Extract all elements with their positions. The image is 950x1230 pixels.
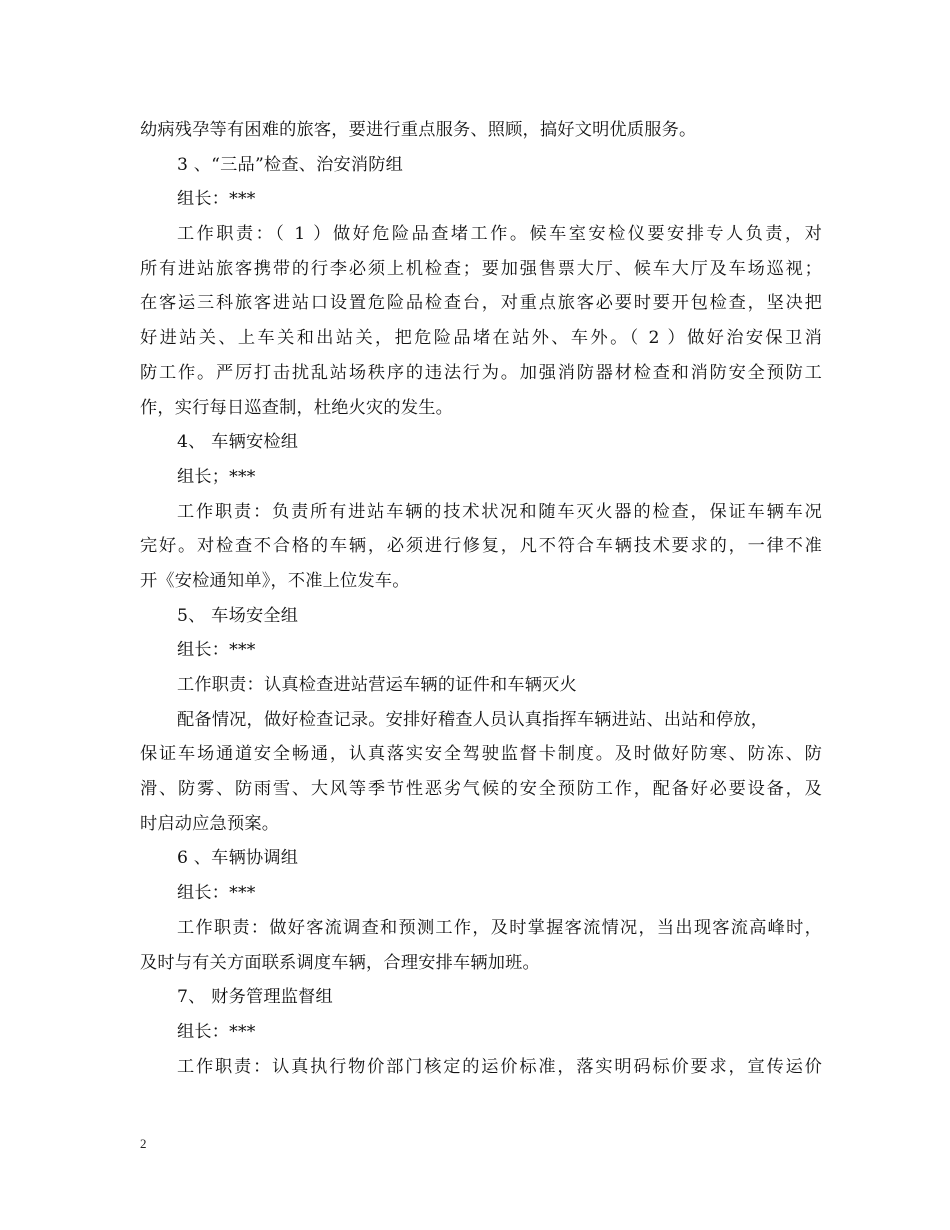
text-line: 好进站关、上车关和出站关，把危险品堵在站外、车外。（ 2 ）做好治安保卫消 [140, 328, 822, 349]
text-line: 工作职责：做好客流调查和预测工作，及时掌握客流情况，当出现客流高峰时， [177, 917, 822, 938]
group-leader-line: 组长：*** [177, 189, 256, 210]
text-line: 滑、防雾、防雨雪、大风等季节性恶劣气候的安全预防工作，配备好必要设备，及 [140, 779, 822, 800]
text-line: 及时与有关方面联系调度车辆，合理安排车辆加班。 [140, 952, 540, 973]
text-line: 开《安检通知单》，不准上位发车。 [140, 570, 410, 591]
section-heading: 6 、车辆协调组 [177, 848, 299, 869]
section-heading: 7、 财务管理监督组 [177, 987, 333, 1008]
text-line: 在客运三科旅客进站口设置危险品检查台，对重点旅客必要时要开包检查，坚决把 [140, 293, 822, 314]
text-line: 工作职责：认真执行物价部门核定的运价标准，落实明码标价要求，宣传运价 [177, 1056, 822, 1077]
section-heading: 3 、“三品”检查、治安消防组 [177, 154, 404, 175]
text-line: 所有进站旅客携带的行李必须上机检查；要加强售票大厅、候车大厅及车场巡视； [140, 258, 822, 279]
text-line: 配备情况，做好检查记录。安排好稽查人员认真指挥车辆进站、出站和停放， [177, 709, 769, 730]
group-leader-line: 组长：*** [177, 1021, 256, 1042]
page-number: 2 [140, 1136, 147, 1151]
group-leader-line: 组长：*** [177, 883, 256, 904]
group-leader-line: 组长：*** [177, 640, 256, 661]
text-line: 工作职责：认真检查进站营运车辆的证件和车辆灭火 [177, 675, 577, 695]
group-leader-line: 组长；*** [177, 466, 256, 487]
document-body [140, 113, 822, 1084]
section-heading: 4、 车辆安检组 [177, 432, 299, 453]
text-line: 幼病残孕等有困难的旅客，要进行重点服务、照顾，搞好文明优质服务。 [140, 120, 697, 140]
text-line: 工作职责：负责所有进站车辆的技术状况和随车灭火器的检查，保证车辆车况 [177, 501, 822, 522]
text-line: 保证车场通道安全畅通，认真落实安全驾驶监督卡制度。及时做好防寒、防冻、防 [140, 744, 822, 765]
text-line: 工作职责：（ 1 ）做好危险品查堵工作。候车室安检仪要安排专人负责，对 [177, 224, 822, 245]
text-line: 完好。对检查不合格的车辆，必须进行修复，凡不符合车辆技术要求的，一律不准 [140, 536, 822, 557]
section-heading: 5、 车场安全组 [177, 605, 299, 626]
text-line: 时启动应急预案。 [140, 813, 280, 834]
text-line: 防工作。严厉打击扰乱站场秩序的违法行为。加强消防器材检查和消防安全预防工 [140, 362, 822, 383]
text-line: 作，实行每日巡查制，杜绝火灾的发生。 [140, 397, 453, 418]
